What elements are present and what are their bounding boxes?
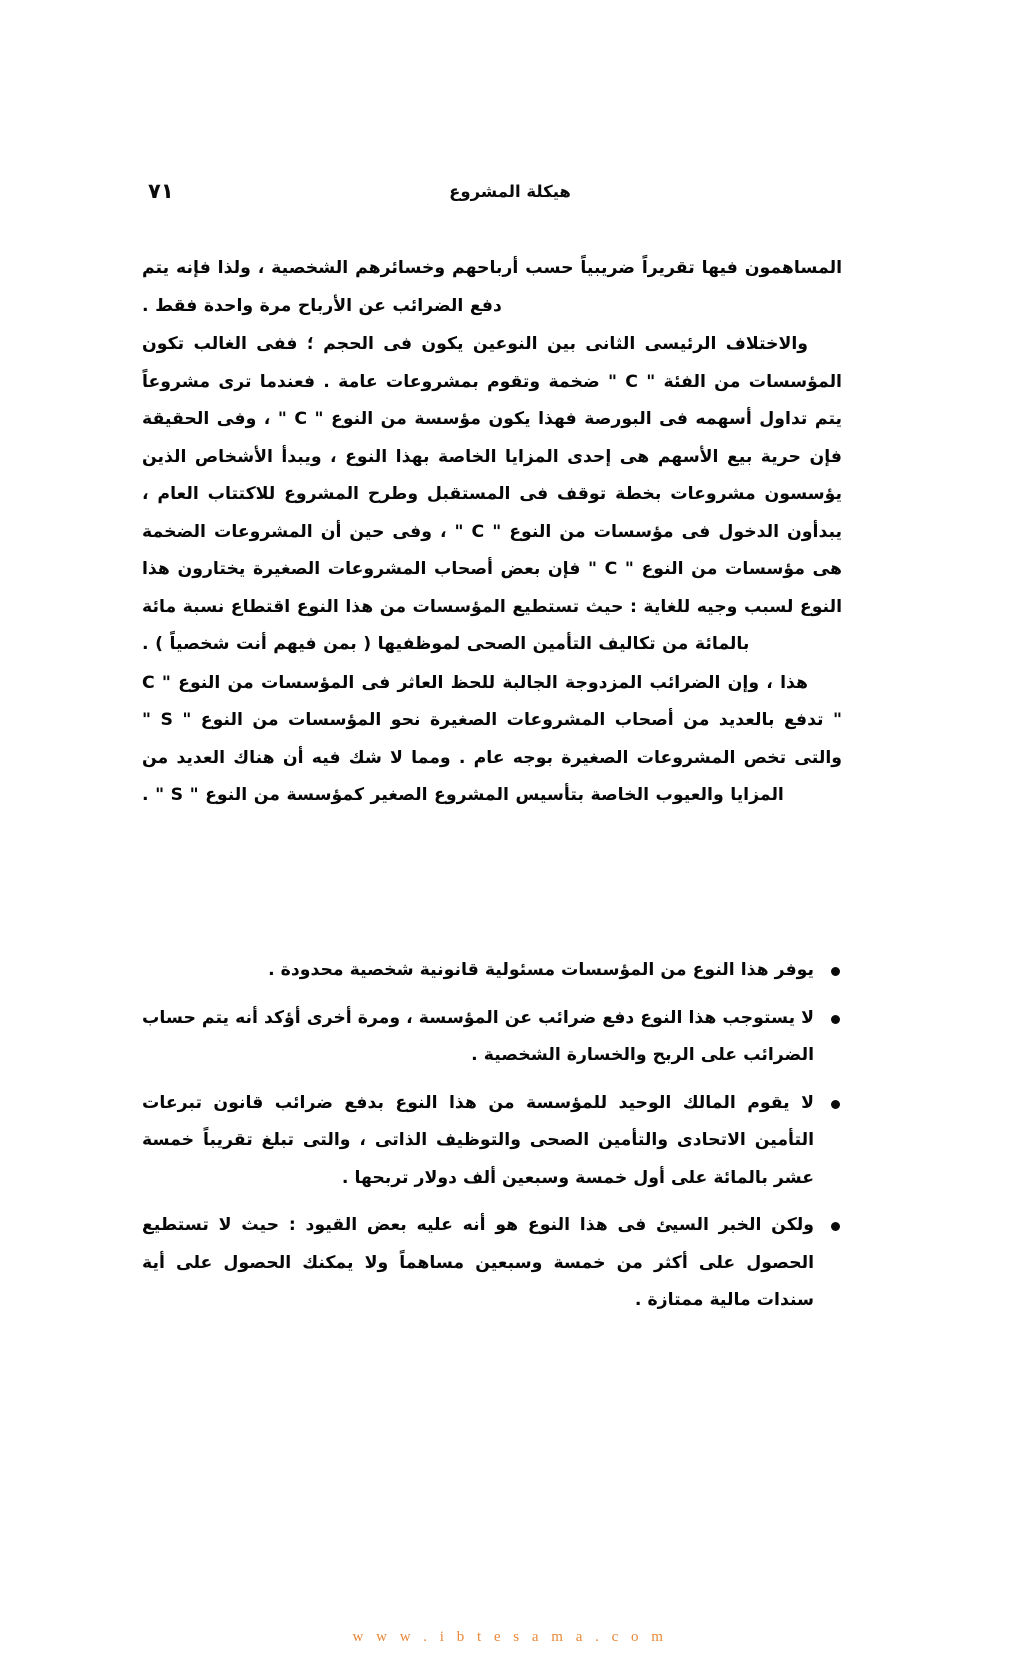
bullet-list: [142, 952, 842, 1330]
list-item: [142, 1207, 842, 1320]
watermark-text: w w w . i b t e s a m a . c o m: [352, 1629, 668, 1645]
list-item: [142, 952, 842, 990]
paragraph: المساهمون فيها تقريراً ضريبياً حسب أرباحهم وخسائرهم الشخصية ، ولذا فإنه يتم دفع الضرائب عن الأرباح مرة واحدة فقط .: [142, 258, 842, 316]
bullet-dot-icon: [831, 1100, 840, 1109]
running-title: هيكلة المشروع: [449, 182, 571, 201]
footer-watermark: [0, 1626, 1020, 1646]
running-head: [148, 179, 872, 212]
list-item-text: يوفر هذا النوع من المؤسسات مسئولية قانونية شخصية محدودة .: [268, 960, 814, 980]
list-item: [142, 1000, 842, 1075]
text-column: [142, 250, 842, 816]
list-item-text: لا يستوجب هذا النوع دفع ضرائب عن المؤسسة ، ومرة أخرى أؤكد أنه يتم حساب الضرائب على الربح والخسارة الشخصية .: [142, 1007, 814, 1065]
list-item-text: ولكن الخبر السيئ فى هذا النوع هو أنه عليه بعض القيود : حيث لا تستطيع الحصول على أكثر من خمسة وسبعين مساهماً ولا يمكنك الحصول على أية سندات مالية ممتازة .: [142, 1215, 814, 1310]
bullet-dot-icon: [831, 1015, 840, 1024]
list-item: [142, 1085, 842, 1198]
list-item-text: لا يقوم المالك الوحيد للمؤسسة من هذا النوع بدفع ضرائب قانون تبرعات التأمين الاتحادى والتأمين الصحى والتوظيف الذاتى ، والتى تبلغ تقريباً خمسة عشر بالمائة على أول خمسة وسبعين ألف دولار تربحها .: [142, 1092, 814, 1188]
paragraph: والاختلاف الرئيسى الثانى بين النوعين يكون فى الحجم ؛ ففى الغالب تكون المؤسسات من الفئة " C " ضخمة وتقوم بمشروعات عامة . فعندما ترى مشروعاً يتم تداول أسهمه فى البورصة فهذا يكون مؤسسة من النوع " C " ، وفى الحقيقة فإن حرية بيع الأسهم هى إحدى المزايا الخاصة بهذا النوع ، ويبدأ الأشخاص الذين يؤسسون مشروعات بخطة توقف فى المستقبل وطرح المشروع للاكتتاب العام ، يبدأون الدخول فى مؤسسات من النوع " C " ، وفى حين أن المشروعات الضخمة هى مؤسسات من النوع " C " فإن بعض أصحاب المشروعات الصغيرة يختارون هذا النوع لسبب وجيه للغاية : حيث تستطيع المؤسسات من هذا النوع اقتطاع نسبة مائة بالمائة من تكاليف التأمين الصحى لموظفيها ( بمن فيهم أنت شخصياً ) .: [142, 334, 843, 654]
page-number: ٧١: [148, 179, 174, 203]
bullet-dot-icon: [831, 967, 840, 976]
bullet-dot-icon: [831, 1222, 840, 1231]
paragraph: هذا ، وإن الضرائب المزدوجة الجالبة للحظ العاثر فى المؤسسات من النوع " C " تدفع بالعديد من أصحاب المشروعات الصغيرة نحو المؤسسات من النوع " S " والتى تخص المشروعات الصغيرة بوجه عام . ومما لا شك فيه أن هناك العديد من المزايا والعيوب الخاصة بتأسيس المشروع الصغير كمؤسسة من النوع " S " .: [142, 672, 842, 805]
